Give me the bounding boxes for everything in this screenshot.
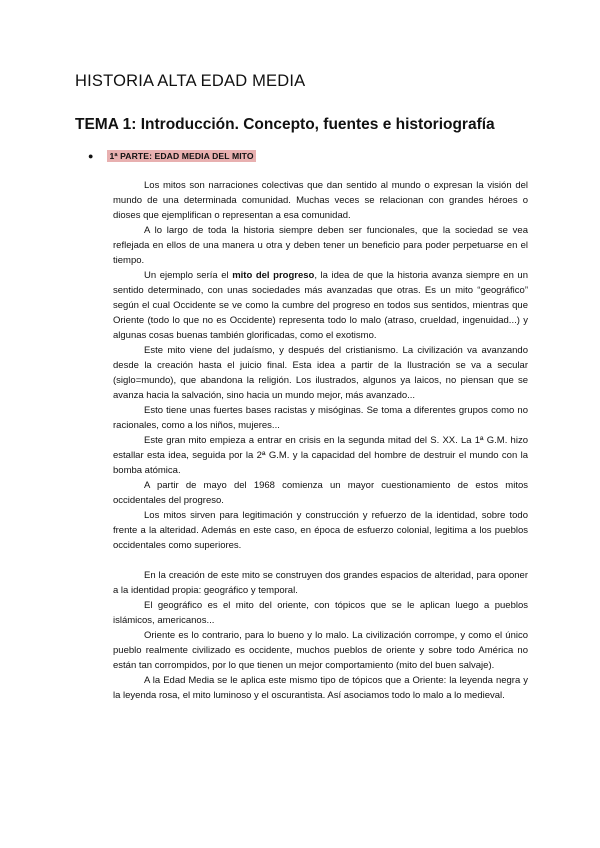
part-heading — [88, 150, 256, 162]
paragraph: Los mitos son narraciones colectivas que dan sentido al mundo o expresan la visión del mundo de una determinada comunidad. Muchas veces se relacionan con grandes héroes o dioses que ejemplifican o representan a esa comunidad. — [113, 180, 528, 221]
paragraph: Este mito viene del judaísmo, y después del cristianismo. La civilización va avanzando desde la creación hasta el juicio final. Esta idea a partir de la Ilustración se va a secular (siglo=mundo), que abandona la religión. Los ilustrados, algunos ya laicos, no piensan que se avanza hacia la salvación, sino hacia un mundo mejor, más avanzado... — [113, 345, 528, 401]
part-label: 1ª PARTE: EDAD MEDIA DEL MITO — [109, 151, 254, 161]
bold-term: mito del progreso — [232, 270, 315, 281]
paragraph: El geográfico es el mito del oriente, con tópicos que se le aplican luego a pueblos islámicos, americanos... — [113, 600, 528, 626]
paragraph-text: Un ejemplo sería el — [144, 270, 233, 281]
paragraph: En la creación de este mito se construyen dos grandes espacios de alteridad, para oponer a la identidad propia: geográfico y temporal. — [113, 570, 528, 596]
paragraph: Oriente es lo contrario, para lo bueno y lo malo. La civilización corrompe, y como el único pueblo realmente civilizado es occidente, muchos pueblos de oriente y sobre todo América no están tan corrompidos, por lo que tienen un mejor comportamiento (mito del buen salvaje). — [113, 630, 528, 671]
paragraph: A la Edad Media se le aplica este mismo tipo de tópicos que a Oriente: la leyenda negra y la leyenda rosa, el mito luminoso y el oscurantista. Así asociamos todo lo malo a lo medieval. — [113, 675, 528, 701]
document-body — [113, 178, 528, 703]
paragraph — [113, 268, 528, 343]
section-heading: TEMA 1: Introducción. Concepto, fuentes e historiografía — [75, 116, 495, 133]
paragraph: A lo largo de toda la historia siempre deben ser funcionales, que la sociedad se vea reflejada en ellos de una manera u otra y deben tener un beneficio para poder perpetuarse en el tiempo. — [113, 225, 528, 266]
paragraph: A partir de mayo del 1968 comienza un mayor cuestionamiento de estos mitos occidentales del progreso. — [113, 480, 528, 506]
document-title: HISTORIA ALTA EDAD MEDIA — [75, 72, 306, 90]
paragraph: Los mitos sirven para legitimación y construcción y refuerzo de la identidad, sobre todo frente a la alteridad. Además en este caso, en época de esfuerzo colonial, legitima a los pueblos occidentales como superiores. — [113, 510, 528, 551]
paragraph-text: , la idea de que la historia avanza siempre en un sentido determinado, con unas sociedades más avanzadas que otras. Es un mito “geográfico” según el cual Occidente se ve como la cumbre del progreso en todos sus sentidos, mientras que Oriente (todo lo que no es Occidente) representa todo lo malo (atraso, crueldad, ingenuidad...) y algunas cosas buenas también glorificadas, como el exotismo. — [113, 270, 528, 341]
paragraph: Este gran mito empieza a entrar en crisis en la segunda mitad del S. XX. La 1ª G.M. hizo estallar esta idea, seguida por la 2ª G.M. y la capacidad del hombre de destruir el mundo con la bomba atómica. — [113, 435, 528, 476]
bullet-icon: ● — [88, 151, 94, 161]
paragraph: Esto tiene unas fuertes bases racistas y misóginas. Se toma a diferentes grupos como no racionales, como a los niños, mujeres... — [113, 405, 528, 431]
